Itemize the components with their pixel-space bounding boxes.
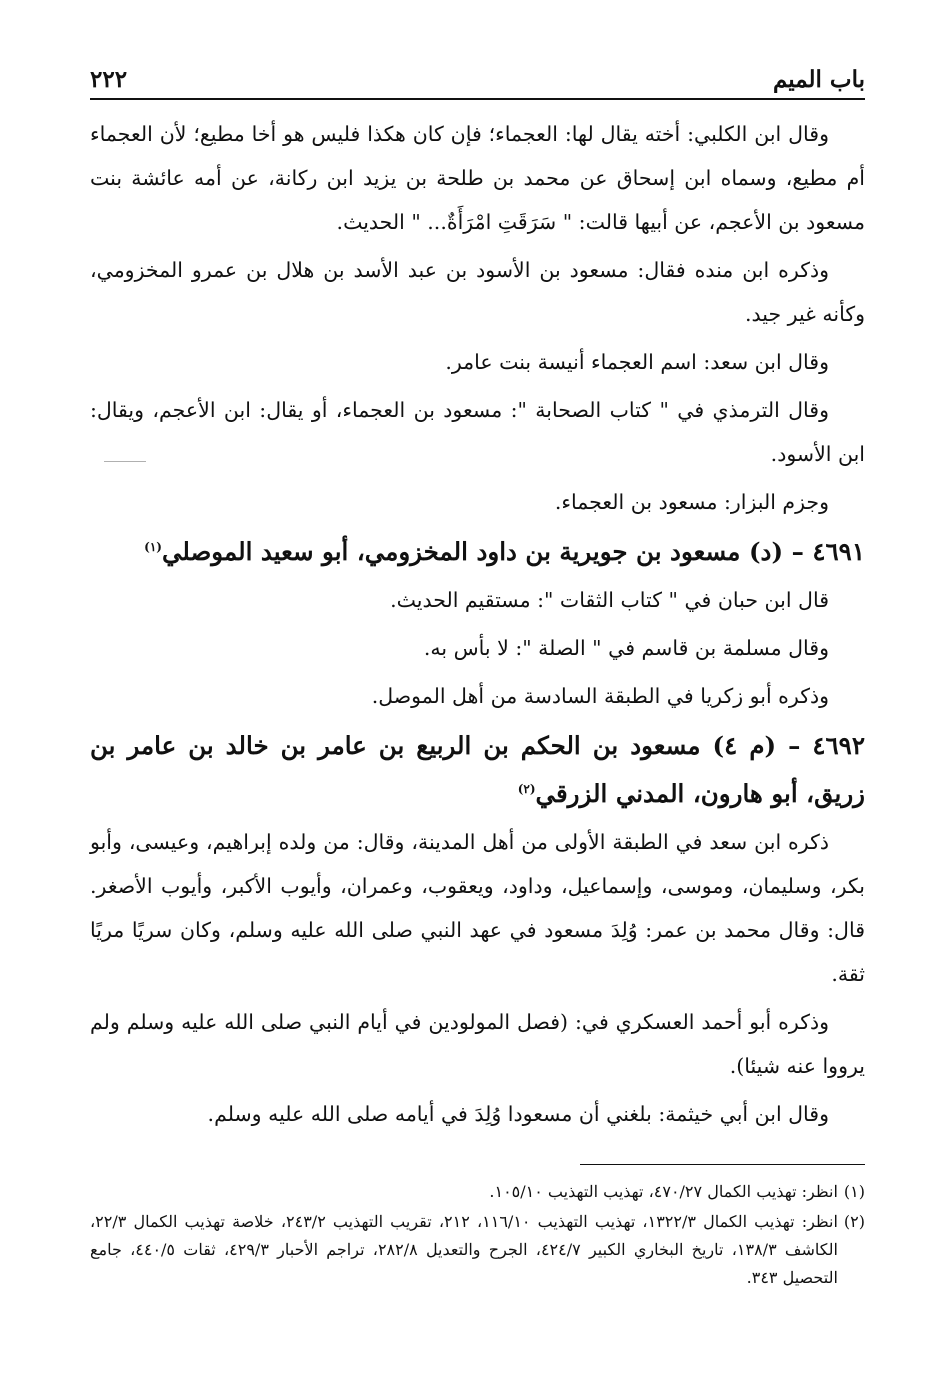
main-text <box>90 112 865 1140</box>
footnote-text: انظر: تهذيب الكمال ٤٧٠/٢٧، تهذيب التهذيب ١٠٥/١٠. <box>489 1182 838 1201</box>
chapter-title: باب الميم <box>772 65 865 93</box>
entry-title: ٤٦٩١ – (د) مسعود بن جويرية بن داود المخزومي، أبو سعيد الموصلي <box>161 537 865 566</box>
paragraph: قال ابن حبان في " كتاب الثقات ": مستقيم الحديث. <box>390 588 829 612</box>
paragraph: وجزم البزار: مسعود بن العجماء. <box>554 490 829 514</box>
paragraph: وذكره أبو أحمد العسكري في: (فصل المولودين في أيام النبي صلى الله عليه وسلم ولم يرووا عنه شيئا). <box>90 1010 865 1078</box>
footnotes <box>90 1178 865 1294</box>
paragraph: وقال ابن أبي خيثمة: بلغني أن مسعودا وُلِدَ في أيامه صلى الله عليه وسلم. <box>207 1102 829 1126</box>
paragraph: وقال ابن الكلبي: أخته يقال لها: العجماء؛ فإن كان هكذا فليس هو أخا مطيع؛ لأن العجماء أم مطيع، وسماه ابن إسحاق عن محمد بن طلحة بن يزيد ابن ركانة، عن أمه عائشة بنت مسعود بن الأعجم، عن أبيها قالت: " سَرَقَتِ امْرَأَةٌ... " الحديث. <box>90 122 865 234</box>
paragraph: وذكره أبو زكريا في الطبقة السادسة من أهل الموصل. <box>371 684 829 708</box>
paragraph: ذكره ابن سعد في الطبقة الأولى من أهل المدينة، وقال: من ولده إبراهيم، وعيسى، وأبو بكر، وسليمان، وموسى، وإسماعيل، وداود، ويعقوب، وعمران، وأيوب الأكبر، وأيوب الأصغر. قال: وقال محمد بن عمر: وُلِدَ مسعود في عهد النبي صلى الله عليه وسلم، وكان سريًا مريًا ثقة. <box>90 830 865 986</box>
page-number: ٢٢٢ <box>90 65 128 93</box>
paragraph: وقال الترمذي في " كتاب الصحابة ": مسعود بن العجماء، أو يقال: ابن الأعجم، ويقال: ابن الأسود. <box>90 398 865 466</box>
footnote <box>90 1178 865 1206</box>
footnote-ref: (١) <box>144 539 162 554</box>
entry-heading <box>90 528 865 576</box>
paragraph: وقال ابن سعد: اسم العجماء أنيسة بنت عامر. <box>445 350 829 374</box>
footnote-divider <box>580 1164 865 1165</box>
footnote <box>90 1208 865 1292</box>
footnote-text: انظر: تهذيب الكمال ١٣٢٢/٣، تهذيب التهذيب ١١٦/١٠، ٢١٢، تقريب التهذيب ٢٤٣/٢، خلاصة تهذيب الكمال ٢٢/٣، الكاشف ١٣٨/٣، تاريخ البخاري الكبير ٤٢٤/٧، الجرح والتعديل ٢٨٢/٨، تراجم الأحبار ٤٢٩/٣، ثقات ٤٤٠/٥، جامع التحصيل ٣٤٣. <box>90 1212 838 1287</box>
footnote-mark: (١) <box>843 1182 865 1201</box>
footnote-mark: (٢) <box>843 1212 865 1231</box>
paragraph: وقال مسلمة بن قاسم في " الصلة ": لا بأس به. <box>423 636 829 660</box>
page-header <box>90 60 865 100</box>
entry-heading <box>90 722 865 818</box>
paragraph: وذكره ابن منده فقال: مسعود بن الأسود بن عبد الأسد بن هلال بن عمرو المخزومي، وكأنه غير جيد. <box>90 258 865 326</box>
entry-title: ٤٦٩٢ – (م ٤) مسعود بن الحكم بن الربيع بن عامر بن خالد بن عامر بن زريق، أبو هارون، المدني الزرقي <box>90 731 865 808</box>
footnote-ref: (٢) <box>517 781 536 796</box>
